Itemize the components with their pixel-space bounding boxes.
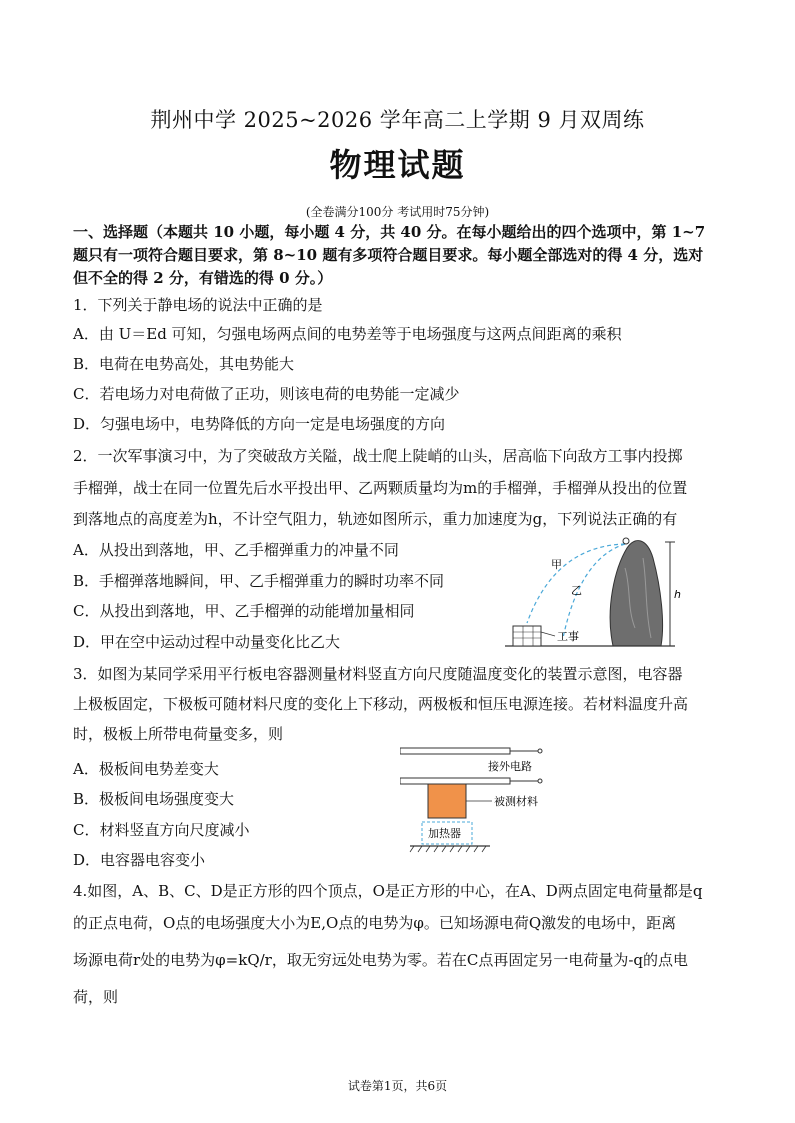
q1-option-b: B．电荷在电势高处，其电势能大 <box>73 355 295 373</box>
exam-info: (全卷满分100分 考试用时75分钟) <box>305 205 490 219</box>
label-gongshi: 工事 <box>557 630 579 643</box>
page-number: 试卷第1页，共6页 <box>347 1079 448 1093</box>
mountain-icon <box>610 541 662 646</box>
q3-stem-line-1: 3．如图为某同学采用平行板电容器测量材料竖直方向尺度随温度变化的装置示意图，电容器 <box>73 665 683 683</box>
q1-option-c: C．若电场力对电荷做了正功，则该电荷的电势能一定减少 <box>73 385 460 403</box>
bunker-icon <box>513 626 541 646</box>
q3-figure-capacitor-apparatus <box>400 742 580 860</box>
q2-option-d: D．甲在空中运动过程中动量变化比乙大 <box>73 633 341 651</box>
q3-stem-line-3: 时，极板上所带电荷量变多，则 <box>73 725 284 743</box>
exam-title: 荆州中学 2025~2026 学年高二上学期 9 月双周练 <box>150 108 645 132</box>
label-external-circuit: 接外电路 <box>488 760 532 773</box>
q3-option-c: C．材料竖直方向尺度减小 <box>73 821 250 839</box>
label-h: h <box>674 588 681 601</box>
q2-stem-line-3: 到落地点的高度差为h，不计空气阻力，轨迹如图所示，重力加速度为g，下列说法正确的有 <box>73 510 678 528</box>
material-block <box>428 784 466 818</box>
q4-stem-line-2: 的正点电荷，O点的电场强度大小为E,O点的电势为φ。已知场源电荷Q激发的电场中，距离 <box>73 914 677 932</box>
upper-plate <box>400 748 510 754</box>
q2-option-b: B．手榴弹落地瞬间，甲、乙手榴弹重力的瞬时功率不同 <box>73 572 445 590</box>
q3-option-b: B．极板间电场强度变大 <box>73 790 235 808</box>
soldier-icon <box>623 538 629 544</box>
label-yi: 乙 <box>571 584 582 597</box>
section-instruction-line-3: 但不全的得 2 分，有错选的得 0 分。） <box>73 269 333 287</box>
subject-title: 物理试题 <box>329 146 466 184</box>
q2-stem-line-1: 2．一次军事演习中，为了突破敌方关隘，战士爬上陡峭的山头，居高临下向敌方工事内投掷 <box>73 447 683 465</box>
q3-stem-line-2: 上极板固定，下极板可随材料尺度的变化上下移动，两极板和恒压电源连接。若材料温度升高 <box>73 695 689 713</box>
lower-plate <box>400 778 510 784</box>
section-instruction-line-2: 题只有一项符合题目要求，第 8~10 题有多项符合题目要求。每小题全部选对的得 4 分，选对 <box>73 246 704 264</box>
q2-stem-line-2: 手榴弹，战士在同一位置先后水平投出甲、乙两颗质量均为m的手榴弹，手榴弹从投出的位置 <box>73 479 688 497</box>
label-jia: 甲 <box>551 558 562 571</box>
q4-stem-line-4: 荷，则 <box>73 988 119 1006</box>
q1-option-d: D．匀强电场中，电势降低的方向一定是电场强度的方向 <box>73 415 446 433</box>
q2-figure-mountain-trajectory <box>505 528 705 652</box>
q1-option-a: A．由 U＝Ed 可知，匀强电场两点间的电势差等于电场强度与这两点间距离的乘积 <box>73 325 622 343</box>
q3-option-a: A．极板间电势差变大 <box>73 760 219 778</box>
q1-stem: 1．下列关于静电场的说法中正确的是 <box>73 296 323 314</box>
q3-option-d: D．电容器电容变小 <box>73 851 206 869</box>
q4-stem-line-3: 场源电荷r处的电势为φ=kQ/r，取无穷远处电势为零。若在C点再固定另一电荷量为-q的点电 <box>73 951 689 969</box>
q2-option-a: A．从投出到落地，甲、乙手榴弹重力的冲量不同 <box>73 541 399 559</box>
label-heater: 加热器 <box>428 827 461 840</box>
section-instruction-line-1: 一、选择题（本题共 10 小题，每小题 4 分，共 40 分。在每小题给出的四个选项中，第 1~7 <box>73 223 706 241</box>
label-material: 被测材料 <box>494 795 538 808</box>
q2-option-c: C．从投出到落地，甲、乙手榴弹的动能增加量相同 <box>73 602 415 620</box>
q4-stem-line-1: 4.如图，A、B、C、D是正方形的四个顶点，O是正方形的中心，在A、D两点固定电荷量都是q <box>73 882 703 900</box>
